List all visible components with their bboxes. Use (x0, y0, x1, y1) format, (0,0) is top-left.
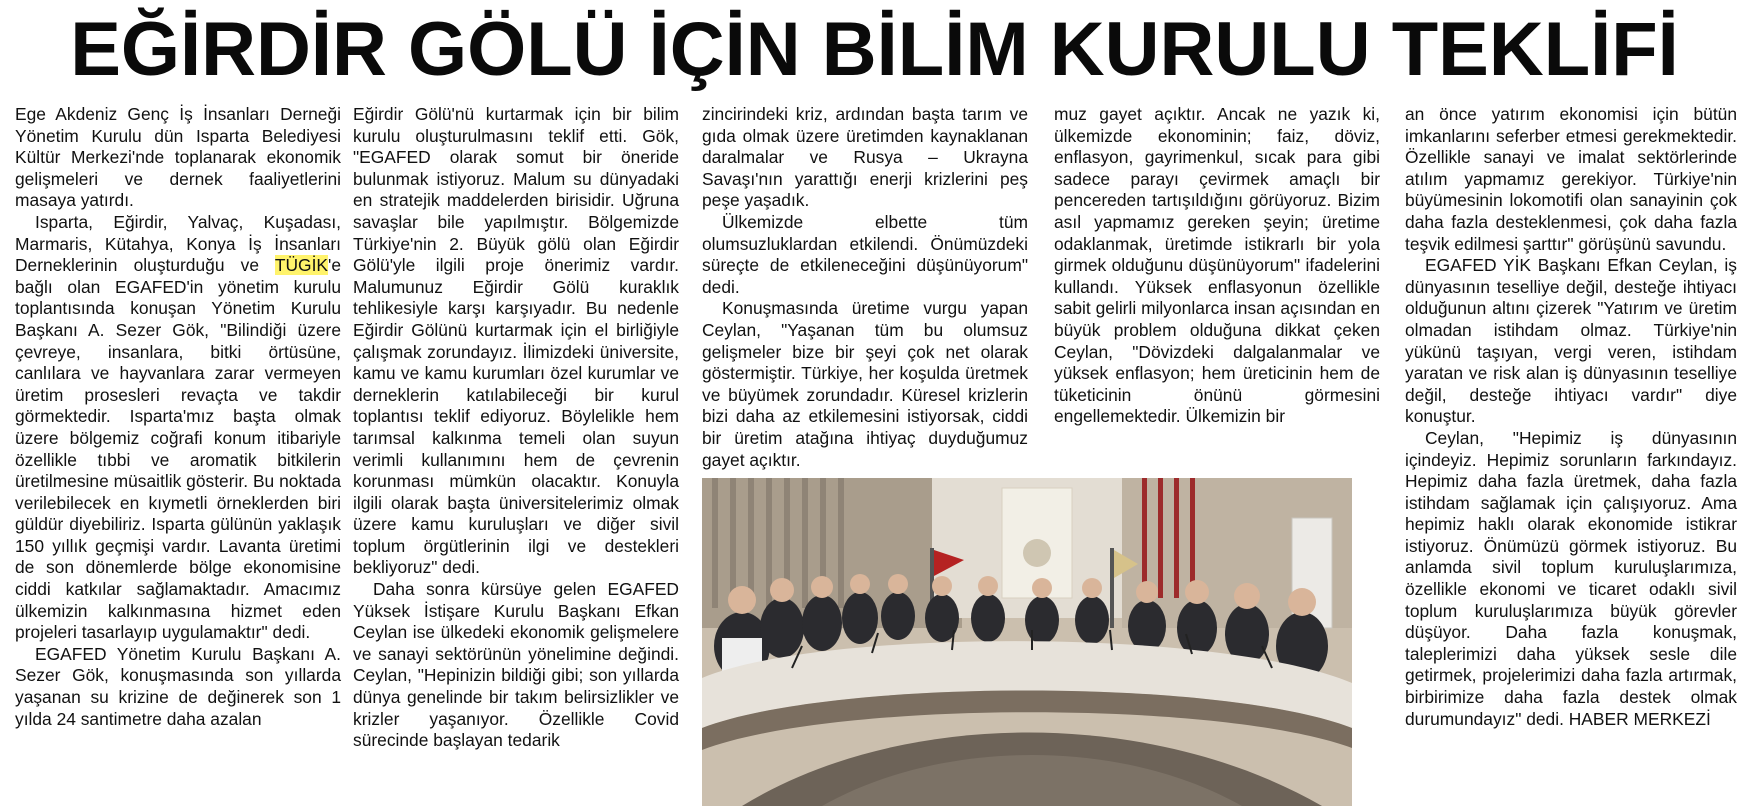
paragraph: Ülkemizde elbette tüm olumsuzluklardan etkilendi. Önümüzdeki süreçte de etkileneceğini düşünüyorum" dedi. (702, 211, 1028, 297)
paragraph: an önce yatırım ekonomisi için bütün imkanlarını seferber etmesi gerekmektedir. Özellikle sanayi ve imalat sektörlerinde atılım yapmamız gerekiyor. Türkiye'nin büyümesinin lokomotifi olan sanayinin çok daha fazla desteklenmesi, çok daha fazla teşvik edilmesi şarttır" görüşünü savundu. (1405, 104, 1737, 254)
article-column-4 (1054, 104, 1380, 446)
paragraph: EGAFED Yönetim Kurulu Başkanı A. Sezer Gök, konuşmasında son yıllarda yaşanan su krizine de değinerek son 1 yılda 24 santimetre daha azalan (15, 643, 341, 729)
paragraph: Konuşmasında üretime vurgu yapan Ceylan, "Yaşanan tüm bu olumsuz gelişmeler bize bir şeyi çok net olarak göstermiştir. Türkiye, her koşulda üretmek ve büyümek zorundadır. Küresel krizlerin bizi daha az etkilemesini istiyorsak, ciddi bir üretim atağına ihtiyaç duyduğumuz gayet açıktır. (702, 298, 1028, 470)
highlighted-term: TÜGİK (274, 255, 328, 276)
paragraph: Isparta, Eğirdir, Yalvaç, Kuşadası, Marmaris, Kütahya, Konya İş İnsanları Derneklerinin oluşturduğu ve TÜGİK'e bağlı olan EGAFED'in yönetim kurulu toplantısında konuşan Yönetim Kurulu Başkanı A. Sezer Gök, "Bilindiği üzere çevreye, insanlara, bitki örtüsüne, canlılara ve hayvanlara zarar vermeyen üretim prosesleri revaçta ve takdir görmektedir. Isparta'mız başta olmak üzere bölgemiz coğrafi konum itibariyle özellikle tıbbi ve aromatik bitkilerin üretilmesine müsaitlik gösterir. Bu noktada verilebilecek en kıymetli örneklerden biri güldür diyebiliriz. Isparta gülünün yaklaşık 150 yıllık geçmişi vardır. Lavanta üretimi de son dönemlerde bölge ekonomisine ciddi katkılar sağlamaktadır. Amacımız ülkemizin kalkınmasına hizmet eden projeleri tasarlayıp uygulamaktır" dedi. (15, 211, 341, 643)
article-column-3 (702, 104, 1028, 470)
paragraph: Daha sonra kürsüye gelen EGAFED Yüksek İstişare Kurulu Başkanı Efkan Ceylan ise ülkedeki ekonomik gelişmelere ve sanayi sektörünün yönelimine değindi. Ceylan, "Hepinizin bildiği gibi; son yıllarda dünya genelinde bir takım belirsizlikler ve krizler yaşanıyor. Özellikle Covid sürecinde başlayan tedarik (353, 579, 679, 751)
paragraph: EGAFED YİK Başkanı Efkan Ceylan, iş dünyasının teselliye değil, desteğe ihtiyacı olduğunun altını çizerek "Yatırım ve üretim olmadan istihdam olmaz. Türkiye'nin yükünü taşıyan, vergi veren, istihdam yaratan ve risk alan iş dünyasının teselliye değil, desteğe ihtiyacı vardır" diye konuştur. (1405, 255, 1737, 427)
article-column-2 (353, 104, 679, 808)
paragraph: muz gayet açıktır. Ancak ne yazık ki, ülkemizde ekonominin; faiz, döviz, enflasyon, gayrimenkul, sıcak para gibi sadece parayı çevirmek amaçlı bir pencereden tartışıldığını görüyoruz. Bizim asıl yapmamız gereken şeyin; üretime odaklanmak, üretimde istikrarlı bir yola girmek olduğunu düşünüyorum" ifadelerini kullandı. Yüksek enflasyonun özellikle sabit gelirli milyonlarca insan açısından en büyük problem olduğuna dikkat çeken Ceylan, "Dövizdeki dalgalanmalar ve yüksek enflasyon; hem üreticinin hem de tüketicinin önünü görmesini engellemektedir. Ülkemizin bir (1054, 104, 1380, 427)
article-column-5 (1405, 104, 1737, 808)
paragraph: Ege Akdeniz Genç İş İnsanları Derneği Yönetim Kurulu dün Isparta Belediyesi Kültür Merkezi'nde toplanarak ekonomik gelişmeleri ve dernek faaliyetlerini masaya yatırdı. (15, 104, 341, 211)
paragraph: Ceylan, "Hepimiz iş dünyasının içindeyiz. Hepimiz sorunların farkındayız. Hepimiz daha fazla üretmek, daha fazla istihdam sağlamak için çalışıyoruz. Ama hepimiz haklı olarak ekonomide istikrar istiyoruz. Önümüzü görmek istiyoruz. Bu anlamda sivil toplum kuruluşlarımıza, özellikle ekonomi ve ticaret odaklı sivil toplum kuruluşlarımıza büyük görevler düşüyor. Daha fazla konuşmak, taleplerimizi daha yüksek sesle dile getirmek, projelerimizi daha fazla artırmak, birbirimize daha fazla destek olmak durumundayız" dedi. HABER MERKEZİ (1405, 427, 1737, 729)
meeting-photo (702, 478, 1352, 806)
paragraph: Eğirdir Gölü'nü kurtarmak için bir bilim kurulu oluşturulmasını teklif etti. Gök, "EGAFED olarak somut bir öneride bulunmak istiyoruz. Malum su dünyadaki en stratejik maddelerden birisidir. Uğruna savaşlar bile yapılmıştır. Bölgemizde Türkiye'nin 2. Büyük gölü olan Eğirdir Gölü'yle ilgili proje önerimiz vardır. Malumunuz Eğirdir Gölü kuraklık tehlikesiyle karşı karşıyadır. Bu nedenle Eğirdir Gölünü kurtarmak için el birliğiyle çalışmak zorundayız. İlimizdeki üniversite, kamu ve kamu kurumları özel kurumlar ve derneklerin katılabileceği bir kurul toplantısı teklif ediyoruz. Böylelikle hem tarımsal kalkınma temeli olan suyun verimli kullanımını hem de çevrenin korunması mümkün olacaktır. Konuyla ilgili olarak başta üniversitelerimiz olmak üzere kamu kuruluşları ve diğer sivil toplum örgütlerinin ilgi ve destekleri bekliyoruz" dedi. (353, 104, 679, 578)
headline: EĞİRDİR GÖLÜ İÇİN BİLİM KURULU TEKLİFİ (70, 7, 1679, 92)
article-column-1 (15, 104, 341, 808)
paragraph: zincirindeki kriz, ardından başta tarım ve gıda olmak üzere üretimden kaynaklanan daralmalar ve Rusya – Ukrayna Savaşı'nın yarattığı enerji krizlerini peş peşe yaşadık. (702, 104, 1028, 211)
